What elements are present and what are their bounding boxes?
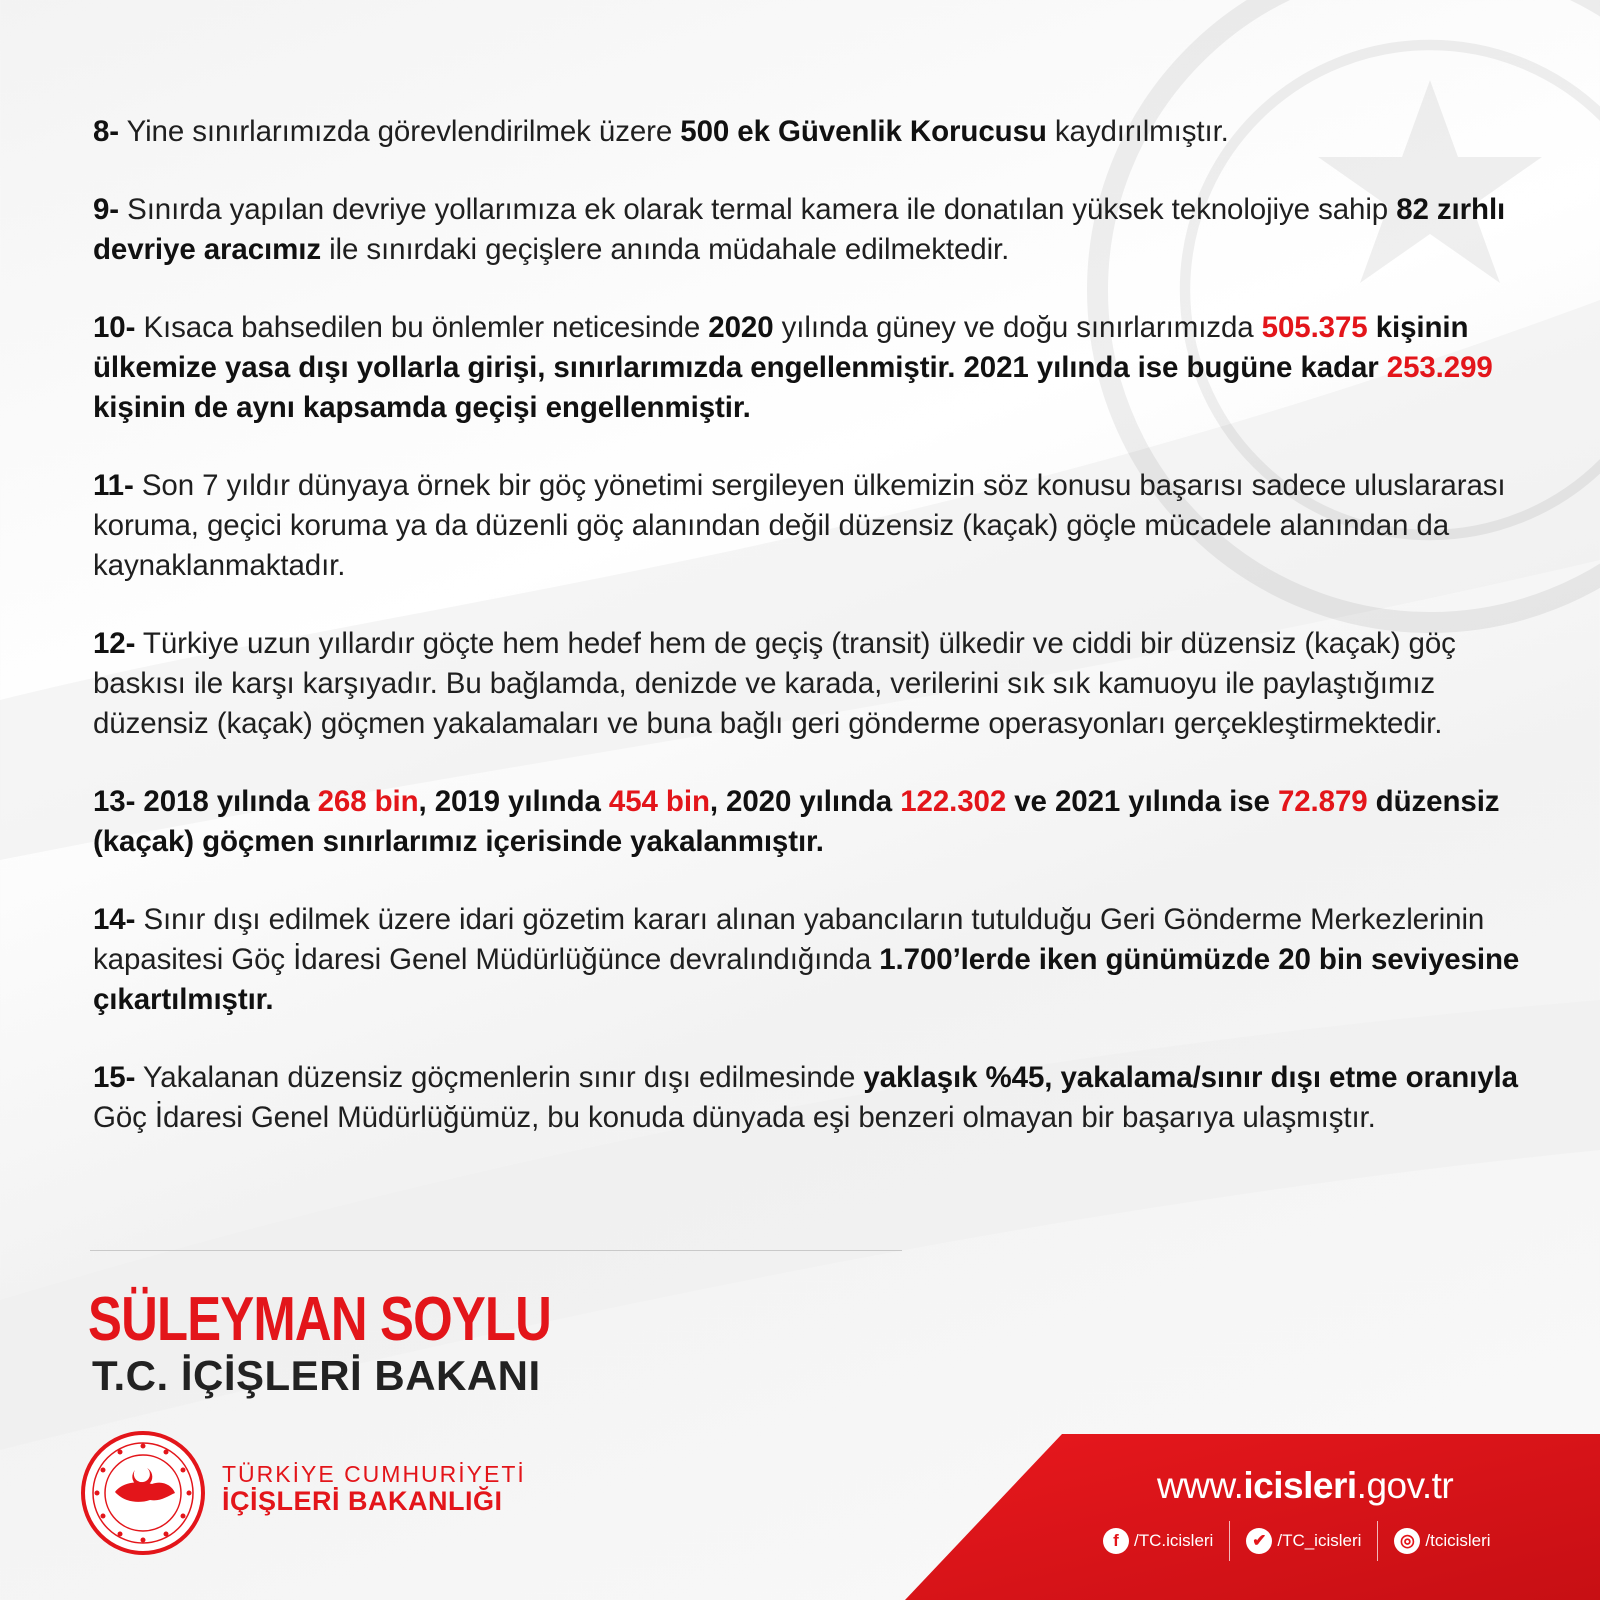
instagram-icon: ◎ bbox=[1394, 1528, 1420, 1554]
item-number: 8- bbox=[93, 115, 120, 148]
social-links bbox=[1103, 1520, 1507, 1562]
signature-name: SÜLEYMAN SOYLU bbox=[88, 1285, 552, 1354]
paragraph-9: 9- Sınırda yapılan devriye yollarımıza ek olarak termal kamera ile donatılan yüksek teknolojiye sahip 82 zırhlı devriye aracımız ile sınırdaki geçişlere anında müdahale edilmektedir. bbox=[93, 193, 1506, 266]
item-number: 12- bbox=[93, 627, 136, 660]
facebook-icon: f bbox=[1103, 1528, 1129, 1554]
paragraph-13: 13- 2018 yılında 268 bin, 2019 yılında 454 bin, 2020 yılında 122.302 ve 2021 yılında ise 72.879 düzensiz (kaçak) göçmen sınırlarımız içerisinde yakalanmıştır. bbox=[93, 785, 1500, 858]
twitter-icon: ✔ bbox=[1246, 1528, 1272, 1554]
item-number: 15- bbox=[93, 1061, 136, 1094]
paragraph-15: 15- Yakalanan düzensiz göçmenlerin sınır dışı edilmesinde yaklaşık %45, yakalama/sınır dışı etme oranıyla Göç İdaresi Genel Müdürlüğümüz, bu konuda dünyada eşi benzeri olmayan bir başarıya ulaşmıştır. bbox=[93, 1061, 1518, 1134]
paragraph-12: 12- Türkiye uzun yıllardır göçte hem hedef hem de geçiş (transit) ülkedir ve ciddi bir düzensiz (kaçak) göç baskısı ile karşı karşıyadır. Bu bağlamda, denizde ve karada, verilerini sık sık kamuoyu ile paylaştığımız düzensiz (kaçak) göçmen yakalamaları ve buna bağlı geri gönderme operasyonları gerçekleştirmektedir. bbox=[93, 627, 1456, 740]
facebook-link[interactable]: f /TC.icisleri bbox=[1103, 1521, 1229, 1561]
website-link[interactable]: www.icisleri.gov.tr bbox=[1157, 1465, 1454, 1506]
paragraph-10: 10- Kısaca bahsedilen bu önlemler neticesinde 2020 yılında güney ve doğu sınırlarımızda 505.375 kişinin ülkemize yasa dışı yollarla girişi, sınırlarımızda engellenmiştir. 2021 yılında ise bugüne kadar 253.299 kişinin de aynı kapsamda geçişi engellenmiştir. bbox=[93, 311, 1493, 424]
item-number: 9- bbox=[93, 193, 120, 226]
paragraph-14: 14- Sınır dışı edilmek üzere idari gözetim kararı alınan yabancıların tutulduğu Geri Gönderme Merkezlerinin kapasitesi Göç İdaresi Genel Müdürlüğünce devralındığında 1.700’lerde iken günümüzde 20 bin seviyesine çıkartılmıştır. bbox=[93, 903, 1520, 1016]
paragraph-11: 11- Son 7 yıldır dünyaya örnek bir göç yönetimi sergileyen ülkemizin söz konusu başarısı sadece uluslararası koruma, geçici koruma ya da düzenli göç alanından değil düzensiz (kaçak) göçle mücadele alanından da kaynaklanmaktadır. bbox=[93, 469, 1506, 582]
item-number: 10- bbox=[93, 311, 136, 344]
item-number: 11- bbox=[93, 469, 134, 502]
signature-title: T.C. İÇİŞLERİ BAKANI bbox=[92, 1352, 541, 1399]
item-number: 14- bbox=[93, 903, 136, 936]
paragraph-8: 8- Yine sınırlarımızda görevlendirilmek üzere 500 ek Güvenlik Korucusu kaydırılmıştır. bbox=[93, 115, 1229, 148]
ministry-line-2: İÇİŞLERİ BAKANLIĞI bbox=[222, 1486, 503, 1516]
instagram-link[interactable]: ◎ /tcicisleri bbox=[1377, 1521, 1506, 1561]
ministry-line-1: TÜRKİYE CUMHURİYETİ bbox=[222, 1461, 526, 1487]
twitter-link[interactable]: ✔ /TC_icisleri bbox=[1229, 1521, 1377, 1561]
